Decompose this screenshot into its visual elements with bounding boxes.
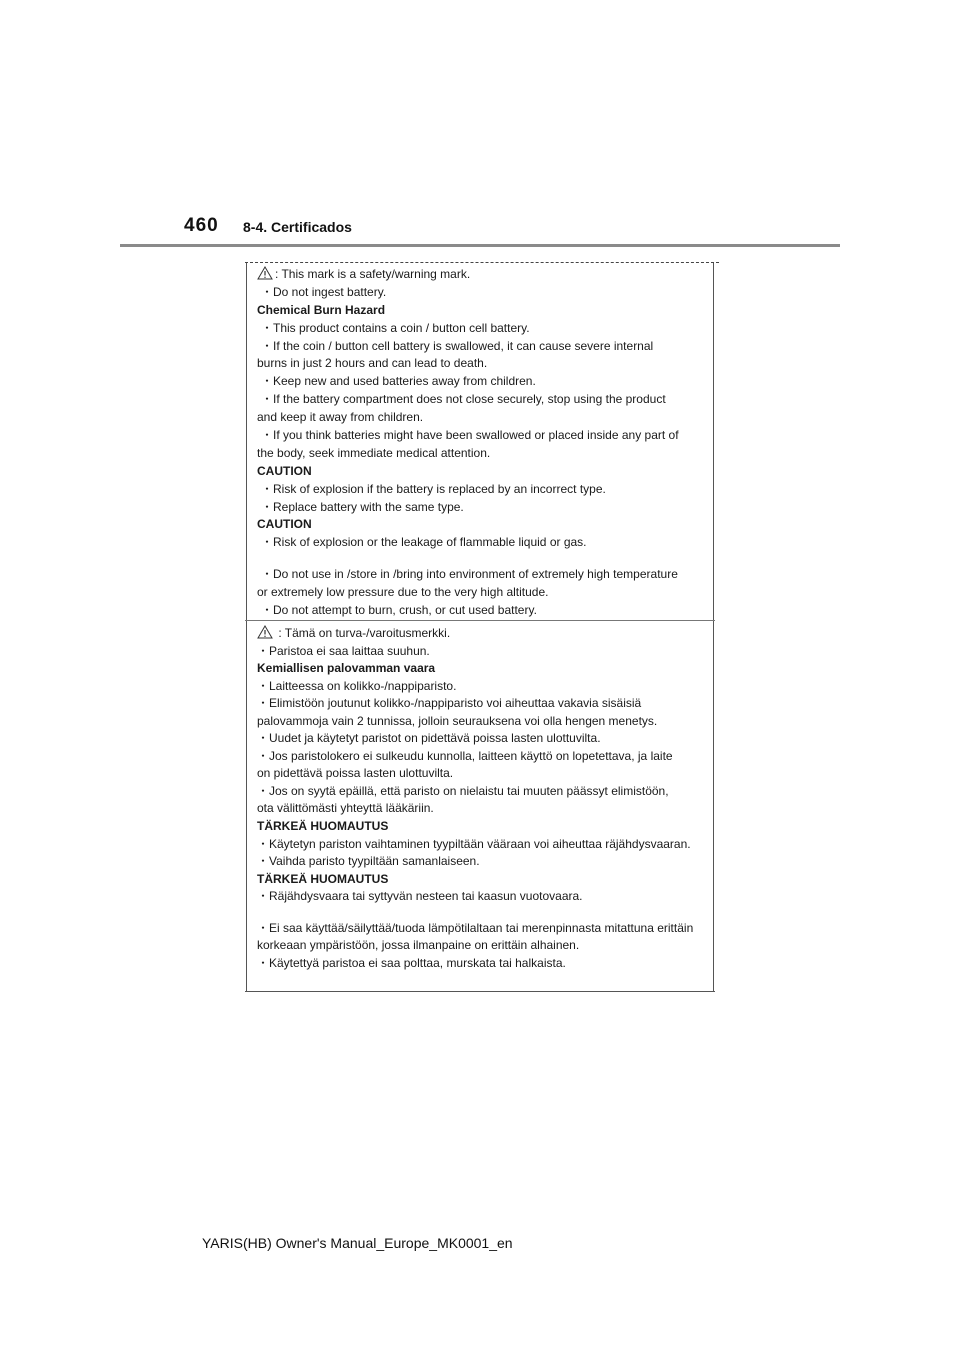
spacer <box>257 552 707 566</box>
scan-divider <box>245 620 715 621</box>
warning-triangle-icon <box>257 625 273 639</box>
warning-triangle-icon <box>257 266 273 280</box>
text-line: ・Vaihda paristo tyypiltään samanlaiseen. <box>257 854 480 869</box>
text-line: the body, seek immediate medical attention. <box>257 445 491 460</box>
text-line: ・Paristoa ei saa laittaa suuhun. <box>257 643 430 658</box>
text-line: ・Käytettyä paristoa ei saa polttaa, murskata tai halkaista. <box>257 955 566 970</box>
section-title: 8-4. Certificados <box>243 219 352 235</box>
text-line: and keep it away from children. <box>257 410 424 425</box>
header-rule <box>120 244 840 247</box>
heading-chemical-burn: Chemical Burn Hazard <box>257 302 386 317</box>
warning-mark-line-fi <box>257 625 707 643</box>
text-line: ・Risk of explosion or the leakage of flammable liquid or gas. <box>261 535 587 550</box>
text-line: ・Käytetyn pariston vaihtaminen tyypiltään vääraan voi aiheuttaa räjähdysvaaran. <box>257 836 691 851</box>
certificate-scan <box>246 262 714 992</box>
text-line: ・Räjähdysvaara tai syttyvän nesteen tai kaasun vuotovaara. <box>257 889 583 904</box>
text-line: ・If the battery compartment does not close securely, stop using the product <box>261 392 666 407</box>
heading-caution: CAUTION <box>257 517 312 532</box>
text-line: ota välittömästi yhteyttä lääkäriin. <box>257 801 434 816</box>
page-number: 460 <box>184 215 219 236</box>
footer-manual-id: YARIS(HB) Owner's Manual_Europe_MK0001_en <box>202 1235 513 1251</box>
heading-chemical-burn-fi: Kemiallisen palovamman vaara <box>257 661 436 676</box>
warning-mark-line-en <box>257 266 707 284</box>
spacer <box>257 906 707 920</box>
warning-mark-text-fi: : Tämä on turva-/varoitusmerkki. <box>275 626 451 640</box>
text-line: ・If the coin / button cell battery is swallowed, it can cause severe internal <box>261 338 654 353</box>
finnish-warning-text <box>257 625 707 972</box>
text-line: ・If you think batteries might have been swallowed or placed inside any part of <box>261 428 679 443</box>
text-line: or extremely low pressure due to the very high altitude. <box>257 585 549 600</box>
scan-top-border <box>245 262 719 263</box>
heading-caution: CAUTION <box>257 463 312 478</box>
text-line: ・Keep new and used batteries away from children. <box>261 374 536 389</box>
text-line: ・Do not use in /store in /bring into environment of extremely high temperature <box>261 567 678 582</box>
heading-caution-fi: TÄRKEÄ HUOMAUTUS <box>257 871 389 886</box>
text-line: ・This product contains a coin / button cell battery. <box>261 320 530 335</box>
text-line: palovammoja vain 2 tunnissa, jolloin seurauksena voi olla hengen menetys. <box>257 713 658 728</box>
text-line: ・Jos on syytä epäillä, että paristo on nielaistu tai muuten päässyt elimistöön, <box>257 783 669 798</box>
text-line: korkeaan ympäristöön, jossa ilmanpaine on erittäin alhainen. <box>257 938 580 953</box>
english-warning-text <box>257 266 707 620</box>
text-line: ・Do not ingest battery. <box>261 284 387 299</box>
scan-bottom-border <box>245 991 715 992</box>
text-line: ・Replace battery with the same type. <box>261 499 464 514</box>
text-line: on pidettävä poissa lasten ulottuvilta. <box>257 766 454 781</box>
text-line: ・Uudet ja käytetyt paristot on pidettävä poissa lasten ulottuvilta. <box>257 731 601 746</box>
text-line: ・Jos paristolokero ei sulkeudu kunnolla, laitteen käyttö on lopetettava, ja laite <box>257 748 673 763</box>
text-line: ・Do not attempt to burn, crush, or cut used battery. <box>261 603 537 618</box>
text-line: burns in just 2 hours and can lead to death. <box>257 356 488 371</box>
text-line: ・Elimistöön joutunut kolikko-/nappiparisto voi aiheuttaa vakavia sisäisiä <box>257 696 642 711</box>
text-line: ・Laitteessa on kolikko-/nappiparisto. <box>257 678 457 693</box>
text-line: ・Risk of explosion if the battery is replaced by an incorrect type. <box>261 481 606 496</box>
text-line: ・Ei saa käyttää/säilyttää/tuoda lämpötilaltaan tai merenpinnasta mitattuna erittäin <box>257 920 694 935</box>
heading-caution-fi: TÄRKEÄ HUOMAUTUS <box>257 819 389 834</box>
warning-mark-text-en: : This mark is a safety/warning mark. <box>275 267 471 281</box>
